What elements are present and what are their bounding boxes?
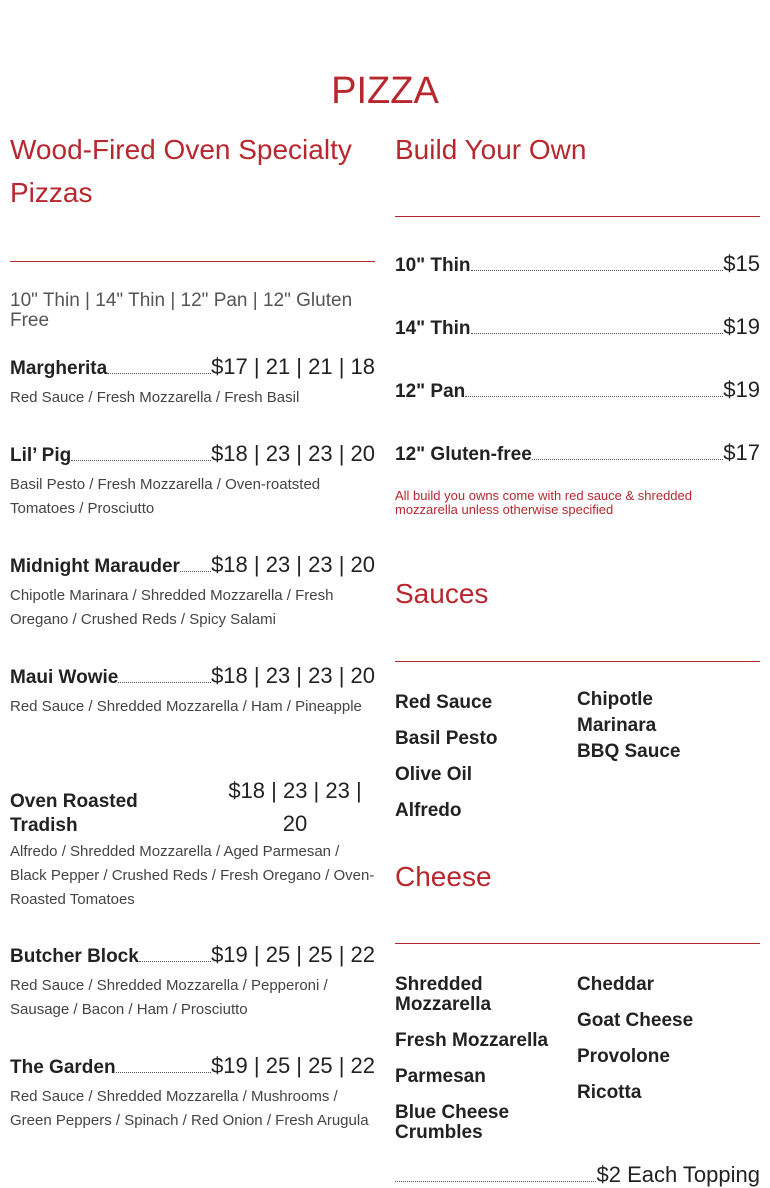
byo-size-row [395, 377, 760, 403]
dot-leader [465, 396, 723, 397]
build-your-own-divider [395, 216, 760, 217]
dot-leader [116, 1072, 211, 1073]
item-description: Red Sauce / Shredded Mozzarella / Ham / Pineapple [10, 698, 362, 715]
byo-size-row [395, 251, 760, 277]
cheese-item: Goat Cheese [577, 1010, 694, 1031]
cheese-item: Blue Cheese Crumbles [395, 1102, 510, 1143]
build-your-own-note: All build you owns come with red sauce & shredded mozzarella unless otherwise specified [395, 488, 692, 517]
sauce-item: Chipotle Marinara [577, 689, 657, 736]
cheese-title: Cheese [395, 861, 492, 892]
byo-size-price: $19 [723, 377, 760, 402]
item-price: $18 | 23 | 23 | 20 [211, 552, 375, 577]
dot-leader [71, 460, 211, 461]
item-name: Maui Wowie [10, 667, 119, 688]
byo-size-price: $19 [723, 314, 760, 339]
item-name: The Garden [10, 1057, 116, 1078]
dot-leader [471, 333, 724, 334]
byo-size-name: 12" Pan [395, 381, 466, 402]
cheese-item: Shredded Mozzarella [395, 974, 492, 1015]
page-title: PIZZA [331, 70, 439, 113]
dot-leader [395, 1181, 596, 1182]
sauces-title: Sauces [395, 578, 489, 609]
item-name: Oven Roasted Tradish [10, 791, 138, 836]
item-price: $19 | 25 | 25 | 22 [211, 942, 375, 967]
dot-leader [532, 459, 724, 460]
menu-item-the-garden [10, 1053, 375, 1133]
item-name: Lil’ Pig [10, 445, 72, 466]
menu-item-midnight-marauder [10, 552, 375, 632]
byo-size-name: 14" Thin [395, 318, 471, 339]
menu-item-margherita [10, 354, 375, 410]
sauces-divider [395, 661, 760, 662]
dot-leader [139, 961, 211, 962]
cheese-item: Cheddar [577, 974, 655, 995]
item-description: Red Sauce / Shredded Mozzarella / Pepperoni / Sausage / Bacon / Ham / Prosciutto [10, 977, 328, 1018]
byo-size-price: $15 [723, 251, 760, 276]
sauce-item: Basil Pesto [395, 728, 498, 749]
item-price: $18 | 23 | 23 | 20 [211, 441, 375, 466]
specialty-sizes-line: 10" Thin | 14" Thin | 12" Pan | 12" Gluten Free [10, 290, 353, 331]
build-your-own-title: Build Your Own [395, 134, 587, 165]
menu-item-lil-pig [10, 441, 375, 521]
item-description: Alfredo / Shredded Mozzarella / Aged Parmesan / Black Pepper / Crushed Reds / Fresh Oregano / Oven-Roasted Tomatoes [10, 843, 375, 908]
menu-item-maui-wowie [10, 663, 375, 719]
item-price: $17 | 21 | 21 | 18 [211, 354, 375, 379]
byo-size-row [395, 314, 760, 340]
item-name: Margherita [10, 358, 108, 379]
item-description: Red Sauce / Shredded Mozzarella / Mushrooms / Green Peppers / Spinach / Red Onion / Fresh Arugula [10, 1088, 369, 1129]
cheese-item: Parmesan [395, 1066, 486, 1087]
specialty-divider [10, 261, 375, 262]
item-price: $18 | 23 | 23 | 20 [211, 663, 375, 688]
cheese-item: Fresh Mozzarella [395, 1030, 549, 1051]
byo-size-row [395, 440, 760, 466]
byo-size-price: $17 [723, 440, 760, 465]
cheese-item: Provolone [577, 1046, 670, 1067]
topping-price: $2 Each Topping [596, 1162, 760, 1187]
menu-item-butcher-block [10, 942, 375, 1022]
sauce-item: Red Sauce [395, 692, 493, 713]
byo-size-name: 12" Gluten-free [395, 444, 532, 465]
topping-price-row [395, 1162, 760, 1188]
byo-size-name: 10" Thin [395, 255, 471, 276]
item-description: Chipotle Marinara / Shredded Mozzarella / Fresh Oregano / Crushed Reds / Spicy Salami [10, 587, 334, 628]
cheese-divider [395, 943, 760, 944]
sauce-item: BBQ Sauce [577, 741, 681, 762]
menu-item-oven-roasted-tradish [10, 774, 375, 912]
dot-leader [180, 571, 211, 572]
item-name: Midnight Marauder [10, 556, 180, 577]
item-name: Butcher Block [10, 946, 139, 967]
dot-leader [471, 270, 724, 271]
cheese-item: Ricotta [577, 1082, 642, 1103]
item-description: Red Sauce / Fresh Mozzarella / Fresh Basil [10, 389, 300, 406]
item-price: $19 | 25 | 25 | 22 [211, 1053, 375, 1078]
dot-leader [118, 682, 211, 683]
sauce-item: Olive Oil [395, 764, 473, 785]
item-price: $18 | 23 | 23 | 20 [228, 778, 362, 836]
specialty-title: Wood-Fired Oven Specialty Pizzas [10, 134, 352, 208]
sauce-item: Alfredo [395, 800, 462, 821]
dot-leader [107, 373, 211, 374]
item-description: Basil Pesto / Fresh Mozzarella / Oven-roatsted Tomatoes / Prosciutto [10, 476, 321, 517]
